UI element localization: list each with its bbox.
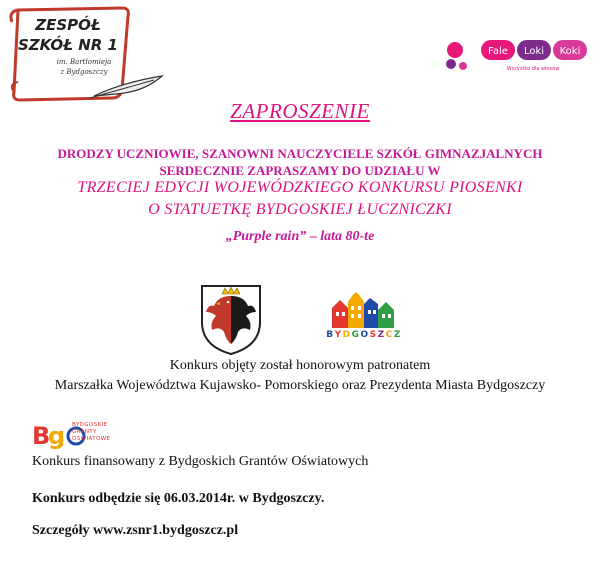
bgo-text-line2: GRANTY — [72, 429, 97, 435]
patronage-line-1: Konkurs objęty został honorowym patronatem — [169, 358, 431, 373]
bgo-logo-text — [72, 422, 110, 443]
school-logo — [4, 2, 168, 102]
bydgoszcz-label-letter: C — [385, 330, 394, 340]
fale-loki-koki-logo — [445, 36, 595, 78]
contest-line-1: TRZECIEJ EDYCJI WOJEWÓDZKIEGO KONKURSU PIOSENKI — [77, 179, 523, 196]
voivodeship-coat-of-arms-icon — [198, 282, 264, 356]
bgo-text-line3: OŚWIATOWE — [72, 436, 111, 442]
greeting-line-1: DRODZY UCZNIOWIE, SZANOWNI NAUCZYCIELE SZKÓŁ GIMNAZJALNYCH — [57, 146, 543, 161]
bydgoszcz-label-letter: B — [326, 330, 335, 340]
fale-logo-word2: Loki — [523, 46, 545, 57]
bgo-mark-b: B — [32, 422, 51, 450]
bgo-text-line1: BYDGOSKIE — [72, 422, 108, 428]
bydgoszcz-label-letter: S — [369, 330, 378, 340]
fale-logo-tagline: Wszystko dla włosów — [506, 66, 560, 72]
fale-logo-word1: Fale — [488, 46, 508, 57]
fale-logo-word3: Koki — [559, 46, 581, 57]
school-logo-line1: ZESPÓŁ — [35, 16, 101, 34]
event-date: Konkurs odbędzie się 06.03.2014r. w Bydgoszczy. — [32, 491, 325, 506]
bydgoszcz-label-letter: Z — [377, 330, 386, 340]
bydgoszcz-label-letter: O — [360, 330, 370, 340]
school-logo-line2: SZKÓŁ NR 1 — [18, 36, 118, 54]
invitation-title: ZAPROSZENIE — [230, 99, 370, 123]
contest-theme: „Purple rain” – lata 80-te — [225, 229, 375, 244]
bydgoszcz-label-letter: Y — [334, 330, 343, 340]
school-logo-line3: im. Bartłomieja — [56, 58, 112, 66]
bydgoszcz-label-letter: Z — [393, 330, 402, 340]
scroll-quill-icon — [4, 2, 168, 102]
school-logo-line4: z Bydgoszczy — [60, 68, 108, 76]
greeting-line-2: SERDECZNIE ZAPRASZAMY DO UDZIAŁU W — [159, 163, 441, 178]
patronage-line-2: Marszałka Województwa Kujawsko- Pomorskiego oraz Prezydenta Miasta Bydgoszczy — [54, 378, 546, 393]
bydgoszcz-label-letter: D — [342, 330, 352, 340]
bydgoszcz-label-letter: G — [351, 330, 361, 340]
contest-line-2: O STATUETKĘ BYDGOSKIEJ ŁUCZNICZKI — [148, 201, 452, 218]
bydgoszcz-houses-icon — [318, 288, 410, 328]
bgo-mark-g: g — [48, 422, 66, 450]
details-link[interactable]: Szczegóły www.zsnr1.bydgoszcz.pl — [32, 523, 239, 538]
funding-note: Konkurs finansowany z Bydgoskich Grantów Oświatowych — [32, 454, 369, 469]
bydgoszcz-logo-label — [318, 330, 410, 340]
